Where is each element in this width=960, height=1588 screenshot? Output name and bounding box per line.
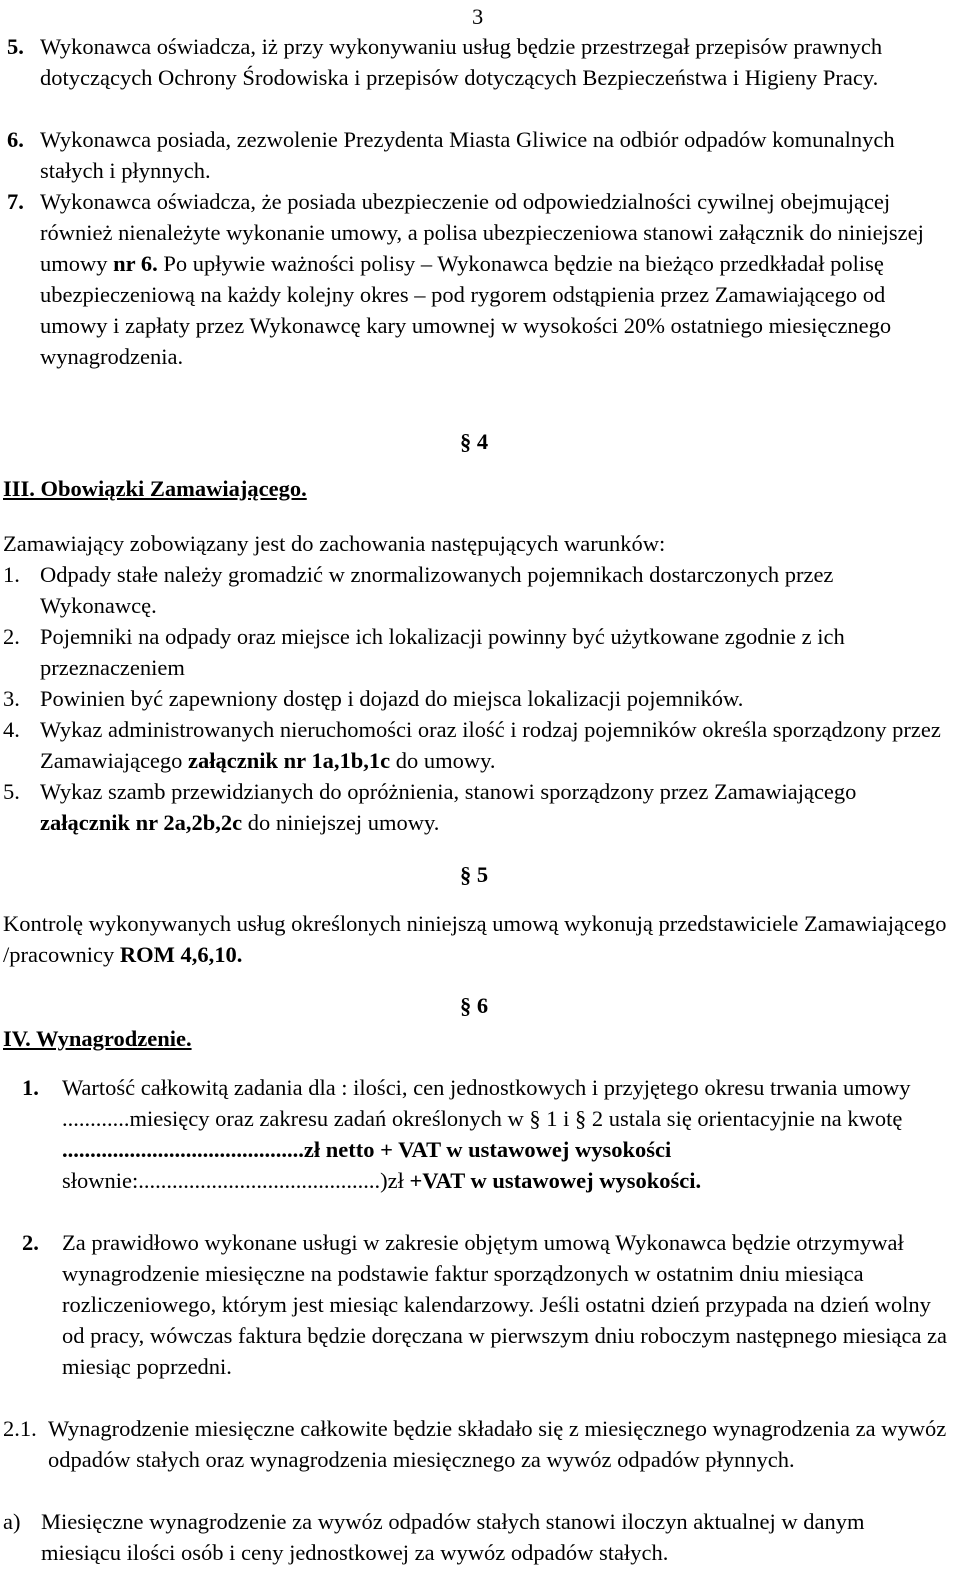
text-run: Po upływie ważności polisy – Wykonawca będzie na bieżąco przedkładał polisę ubezpieczeniową na każdy kolejny okres – pod rygorem odstąpienia przez Zamawiającego od umowy i zapłaty przez Wykonawcę kary umownej w wysokości 20% ostatniego miesięcznego wynagrodzenia. <box>40 251 892 369</box>
item-number: 2. <box>3 624 20 649</box>
bold-vat: +VAT w ustawowej wysokości. <box>409 1168 702 1193</box>
item-number: a) <box>3 1509 21 1534</box>
item-text <box>40 186 952 372</box>
text-run: do niniejszej umowy. <box>242 810 440 835</box>
list-item <box>7 186 952 372</box>
item-number: 2.1. <box>3 1416 37 1441</box>
item-text: Odpady stałe należy gromadzić w znormalizowanych pojemnikach dostarczonych przez Wykonawcę. <box>40 562 834 618</box>
text-run: Wykaz szamb przewidzianych do opróżnienia, stanowi sporządzony przez Zamawiającego <box>40 779 857 804</box>
paragraph-marker-5: § 5 <box>460 862 489 887</box>
list-item <box>3 1413 948 1475</box>
text-run: Wykonawca oświadcza, że posiada ubezpieczenie od odpowiedzialności cywilnej obejmującej również nienależyte wykonanie umowy, a polisa ubezpieczeniowa stanowi załącznik do niniejszej umowy <box>40 189 924 276</box>
list-item <box>3 776 948 838</box>
paragraph-marker-6: § 6 <box>460 993 489 1018</box>
item-number: 5. <box>3 779 20 804</box>
list-item <box>7 31 952 93</box>
item-number: 5. <box>7 34 24 59</box>
list-item <box>3 1506 948 1568</box>
item-number: 1. <box>22 1075 39 1100</box>
item-number: 2. <box>22 1230 39 1255</box>
text-run: Kontrolę wykonywanych usług określonych niniejszą umową wykonują przedstawiciele Zamawiającego /pracownicy <box>3 911 947 967</box>
item-number: 7. <box>7 189 24 214</box>
bold-ref: załącznik nr 1a,1b,1c <box>188 748 391 773</box>
list-item <box>3 683 948 714</box>
item-number: 3. <box>3 686 20 711</box>
list-item <box>22 1072 952 1196</box>
bold-ref: załącznik nr 2a,2b,2c <box>40 810 243 835</box>
bold-ref: nr 6. <box>113 251 158 276</box>
list-item <box>22 1227 952 1382</box>
list-item <box>3 621 948 683</box>
bold-ref: ROM 4,6,10. <box>119 942 243 967</box>
page-number: 3 <box>472 4 484 29</box>
item-text: Pojemniki na odpady oraz miejsce ich lokalizacji powinny być użytkowane zgodnie z ich przeznaczeniem <box>40 624 845 680</box>
item-text: Wynagrodzenie miesięczne całkowite będzie składało się z miesięcznego wynagrodzenia za wywóz odpadów stałych oraz wynagrodzenia miesięcznego za wywóz odpadów płynnych. <box>48 1416 947 1472</box>
text-run: Wartość całkowitą zadania dla : ilości, cen jednostkowych i przyjętego okresu trwania umowy ............miesięcy oraz zakresu zadań określonych w § 1 i § 2 ustala się orientacyjnie na kwotę <box>62 1075 911 1131</box>
item-text <box>40 776 948 838</box>
list-item <box>3 714 948 776</box>
text-run: do umowy. <box>390 748 496 773</box>
item-number: 1. <box>3 562 20 587</box>
list-item <box>3 559 948 621</box>
text-run: słownie:...........................................)zł <box>62 1168 410 1193</box>
list-item <box>7 124 952 186</box>
item-text: Wykonawca oświadcza, iż przy wykonywaniu usług będzie przestrzegał przepisów prawnych dotyczących Ochrony Środowiska i przepisów dotyczących Bezpieczeństwa i Higieny Pracy. <box>40 34 883 90</box>
paragraph-marker-4: § 4 <box>460 429 489 454</box>
item-text: Wykonawca posiada, zezwolenie Prezydenta Miasta Gliwice na odbiór odpadów komunalnych stałych i płynnych. <box>40 127 895 183</box>
item-text <box>40 714 948 776</box>
text-run: Wykaz administrowanych nieruchomości oraz ilość i rodzaj pojemników określa sporządzony przez Zamawiającego <box>40 717 941 773</box>
section-heading-4: IV. Wynagrodzenie. <box>3 1026 192 1051</box>
item-text: Miesięczne wynagrodzenie za wywóz odpadów stałych stanowi iloczyn aktualnej w danym miesiącu ilości osób i ceny jednostkowej za wywóz odpadów stałych. <box>41 1509 865 1565</box>
item-text: Za prawidłowo wykonane usługi w zakresie objętym umową Wykonawca będzie otrzymywał wynagrodzenie miesięczne na podstawie faktur sporządzonych w ostatnim dniu miesiąca rozliczeniowego, którym jest miesiąc kalendarzowy. Jeśli ostatni dzień przypada na dzień wolny od pracy, wówczas faktura będzie doręczana w pierwszym dniu roboczym następnego miesiąca za miesiąc poprzedni. <box>62 1230 948 1379</box>
section-intro: Zamawiający zobowiązany jest do zachowania następujących warunków: <box>3 531 666 556</box>
item-text: Powinien być zapewniony dostęp i dojazd do miejsca lokalizacji pojemników. <box>40 686 744 711</box>
paragraph-5-text <box>3 908 948 970</box>
item-text <box>62 1072 952 1196</box>
item-number: 6. <box>7 127 24 152</box>
item-number: 4. <box>3 717 20 742</box>
section-heading-3: III. Obowiązki Zamawiającego. <box>3 476 307 501</box>
bold-amount: ...........................................zł netto + VAT w ustawowej wysokości <box>62 1137 672 1162</box>
